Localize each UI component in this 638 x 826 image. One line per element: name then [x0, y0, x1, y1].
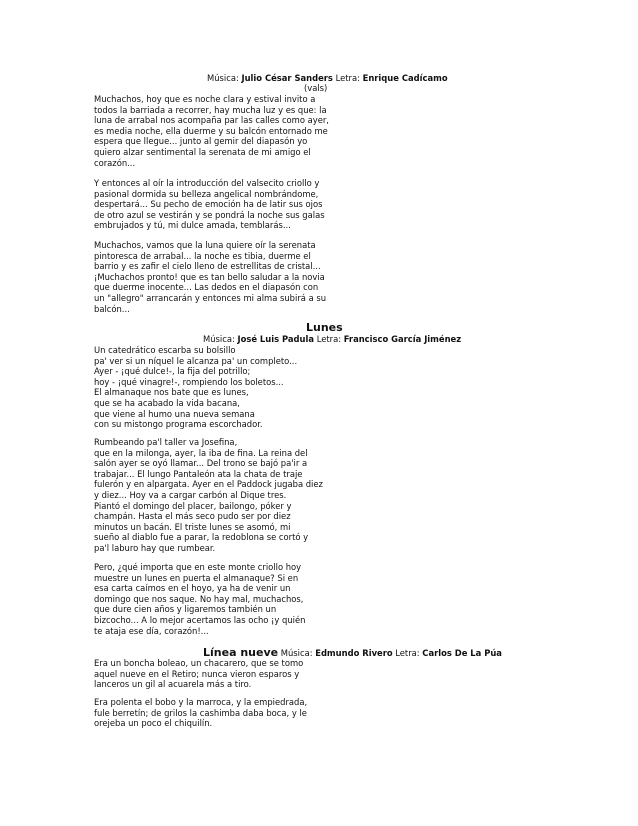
song2-stanza-3: [94, 562, 334, 636]
song3-title: Línea nueve: [203, 646, 279, 659]
lyric-line: te ataja ese día, corazón!...: [94, 625, 209, 636]
song3-stanza-1: [94, 658, 334, 690]
music-label: Música:: [207, 73, 239, 83]
lyric-line: espera que llegue... junto al gemir del diapasón yo: [94, 136, 308, 147]
song1-stanza-3: [94, 240, 334, 314]
lyric-line: con su mistongo programa escorchador.: [94, 419, 263, 430]
lyric-line: bizcocho... A lo mejor acertamos las ocho ¡y quién: [94, 614, 306, 625]
song2-stanza-2: [94, 437, 334, 554]
lyricist-name: Francisco García Jiménez: [343, 334, 462, 344]
lyric-line: pintoresca de arrabal... la noche es tibia, duerme el: [94, 250, 311, 261]
lyric-line: todos la barriada a recorrer, hay mucha luz y es que: la: [94, 104, 327, 115]
composer-name: José Luis Padula: [237, 334, 315, 344]
lyric-line: lanceros un gil al acuarela más a tiro.: [94, 679, 252, 690]
lyric-line: salón ayer se oyó llamar... Del trono se bajó pa'ir a: [94, 458, 308, 469]
song1-subtitle: (vals): [304, 83, 328, 93]
lyric-line: hoy - ¡qué vinagre!-, rompiendo los boletos...: [94, 376, 284, 387]
lyric-line: quiero alzar sentimental la serenata de mi amigo el: [94, 146, 311, 157]
song1-stanza-1: [94, 94, 334, 168]
lyric-line: Rumbeando pa'l taller va Josefina,: [94, 437, 238, 447]
lyric-line: aquel nueve en el Retiro; nunca vieron esparos y: [94, 668, 300, 679]
song1-stanza-2: [94, 178, 334, 231]
lyric-line: esa carta caímos en el hoyo, ya ha de venir un: [94, 583, 291, 594]
lyric-line: muestre un lunes en puerta el almanaque? Si en: [94, 572, 299, 583]
lyric-line: pa' ver si un níquel le alcanza pa' un completo...: [94, 355, 298, 366]
lyric-line: que viene al humo una nueva semana: [94, 408, 255, 419]
lyric-line: El almanaque nos bate que es lunes,: [94, 387, 249, 398]
composer-name: Julio César Sanders: [241, 73, 333, 83]
lyric-line: Un catedrático escarba su bolsillo: [94, 345, 236, 355]
lyric-line: barrio y es zafir el cielo lleno de estrellitas de cristal...: [94, 261, 321, 272]
song3-credit: [281, 648, 502, 658]
lyric-line: embrujados y tú, mi dulce amada, temblarás...: [94, 220, 291, 231]
lyric-line: ¡Muchachos pronto! que es tan bello saludar a la novia: [94, 271, 325, 282]
lyrics-label: Letra:: [316, 334, 342, 344]
lyrics-label: Letra:: [335, 73, 360, 83]
lyric-line: es media noche, ella duerme y su balcón entornado me: [94, 125, 328, 136]
lyric-line: pa'l laburo hay que rumbear.: [94, 542, 216, 553]
lyric-line: que dure cien años y ligaremos también un: [94, 604, 277, 615]
lyric-line: que duerme inocente... Las dedos en el diapasón con: [94, 282, 319, 293]
lyric-line: fulerón y en alpargata. Ayer en el Paddock jugaba diez: [94, 479, 323, 490]
lyric-line: que se ha acabado la vida bacana,: [94, 397, 240, 408]
lyrics-label: Letra:: [395, 648, 420, 658]
song3-stanza-2: [94, 697, 334, 729]
music-label: Música:: [280, 648, 313, 658]
lyric-line: pasional dormida su belleza angelical nombrándome,: [94, 188, 319, 199]
composer-name: Edmundo Rivero: [315, 648, 393, 658]
lyric-line: Piantó el domingo del placer, bailongo, póker y: [94, 500, 292, 511]
song2-title: Lunes: [306, 321, 343, 334]
lyric-line: un "allegro" arrancarán y entonces mi alma subirá a su: [94, 292, 327, 303]
lyricist-name: Enrique Cadícamo: [362, 73, 448, 83]
lyric-line: champán. Hasta el más seco pudo ser por diez: [94, 511, 291, 522]
music-label: Música:: [203, 334, 235, 344]
lyric-line: que en la milonga, ayer, la iba de fina. La reina del: [94, 447, 308, 458]
lyric-line: luna de arrabal nos acompaña par las calles como ayer,: [94, 115, 329, 126]
lyric-line: despertará... Su pecho de emoción ha de latir sus ojos: [94, 199, 323, 210]
song2-stanza-1: [94, 345, 334, 430]
lyricist-name: Carlos De La Púa: [422, 648, 502, 658]
song1-credit: [207, 73, 448, 83]
lyric-line: Pero, ¿qué importa que en este monte criollo hoy: [94, 562, 302, 572]
lyric-line: corazón...: [94, 157, 136, 168]
lyric-line: fule berretín; de grilos la cashimba daba boca, y le: [94, 707, 307, 718]
lyric-line: Era polenta el bobo y la marroca, y la empiedrada,: [94, 697, 308, 707]
lyric-line: Y entonces al oír la introducción del valsecito criollo y: [94, 178, 320, 188]
lyric-line: Ayer - ¡qué dulce!-, la fija del potrillo;: [94, 366, 251, 377]
lyric-line: trabajar... El lungo Pantaleón ata la chata de traje: [94, 468, 303, 479]
lyric-line: Era un boncha boleao, un chacarero, que se tomo: [94, 658, 304, 668]
song2-credit: [203, 334, 461, 344]
lyric-line: de otro azul se vestirán y se pondrá la noche sus galas: [94, 209, 325, 220]
lyric-line: orejeba un poco el chiquilín.: [94, 718, 213, 729]
lyric-line: sueño al diablo fue a parar, la redoblona se cortó y: [94, 532, 309, 543]
lyric-line: y diez... Hoy va a cargar carbón al Dique tres.: [94, 489, 287, 500]
lyric-line: domingo que nos saque. No hay mal, muchachos,: [94, 593, 304, 604]
lyric-line: minutos un bacán. El triste lunes se asomó, mi: [94, 521, 291, 532]
lyric-line: Muchachos, vamos que la luna quiere oír la serenata: [94, 240, 316, 250]
lyric-line: balcón...: [94, 303, 130, 314]
lyric-line: Muchachos, hoy que es noche clara y estival invito a: [94, 94, 316, 104]
